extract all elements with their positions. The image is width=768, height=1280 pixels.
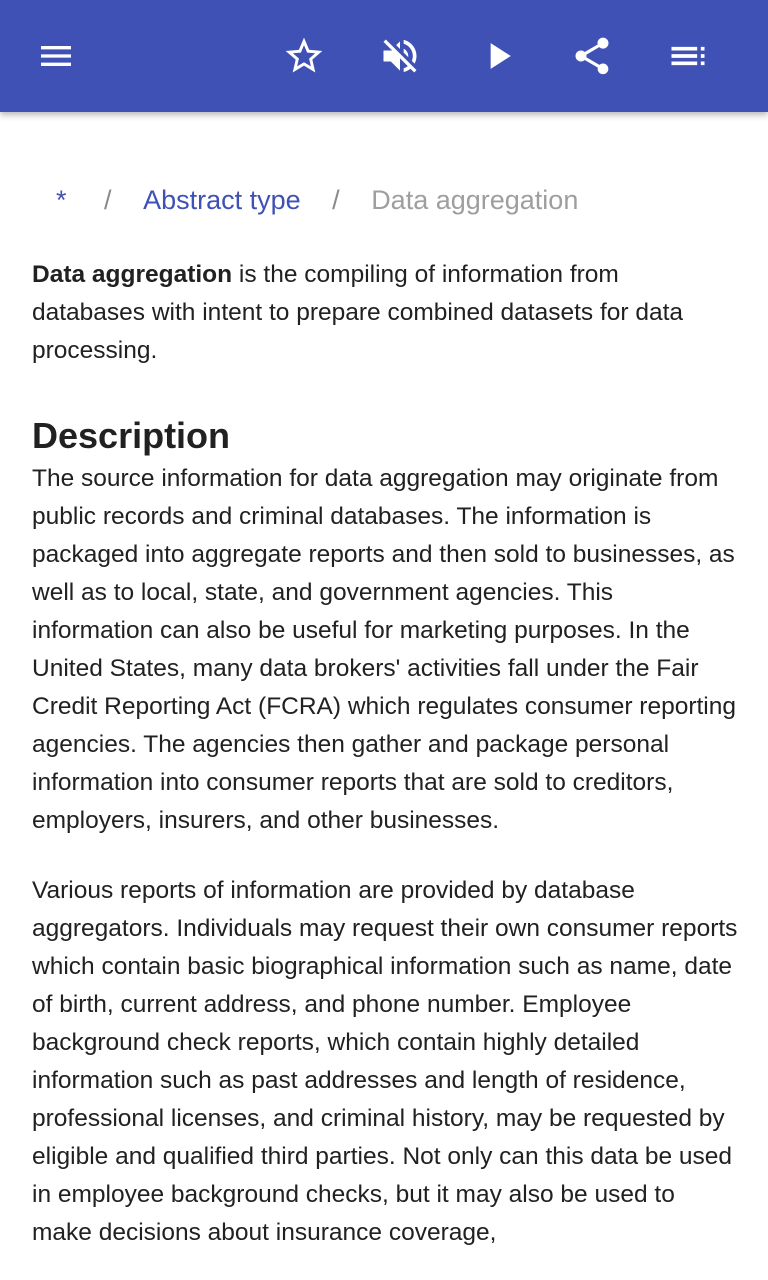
play-icon [476,34,520,78]
play-button[interactable] [470,28,526,84]
volume-off-icon [378,34,422,78]
article-paragraph: Various reports of information are provided by database aggregators. Individuals may request their own consumer reports which contain basic biographical information such as name, date of birth, current address, and phone number. Employee background check reports, which contain highly detailed information such as past addresses and length of residence, professional licenses, and criminal history, may be requested by eligible and qualified third parties. Not only can this data be used in employee background checks, but it may also be used to make decisions about insurance coverage, [32,877,738,1246]
hamburger-menu-icon [36,36,76,76]
article-term: Data aggregation [32,261,233,288]
star-outline-icon [282,34,326,78]
breadcrumb-separator: / [332,185,340,215]
breadcrumb-parent-link[interactable]: Abstract type [143,185,301,215]
table-of-contents-icon [666,34,710,78]
app-toolbar [0,0,768,112]
article-intro [32,256,738,370]
section-title: Description [32,415,231,456]
article-paragraph: The source information for data aggregation may originate from public records and criminal databases. The information is packaged into aggregate reports and then sold to businesses, as well as to local, state, and government agencies. This information can also be useful for marketing purposes. In the United States, many data brokers' activities fall under the Fair Credit Reporting Act (FCRA) which regulates consumer reporting agencies. The agencies then gather and package personal information into consumer reports that are sold to creditors, employers, insurers, and other businesses. [32,465,736,834]
article-intro-text: is the compiling of information from databases with intent to prepare combined datasets for data processing. [32,261,684,364]
breadcrumb-home-link[interactable]: * [56,185,67,215]
share-icon [570,34,614,78]
breadcrumb-current: Data aggregation [371,185,579,215]
menu-button[interactable] [28,28,84,84]
share-button[interactable] [564,28,620,84]
mute-button[interactable] [372,28,428,84]
breadcrumb [32,180,578,220]
article-body [32,256,738,1252]
favorite-button[interactable] [276,28,332,84]
contents-button[interactable] [660,28,716,84]
breadcrumb-separator: / [104,185,112,215]
